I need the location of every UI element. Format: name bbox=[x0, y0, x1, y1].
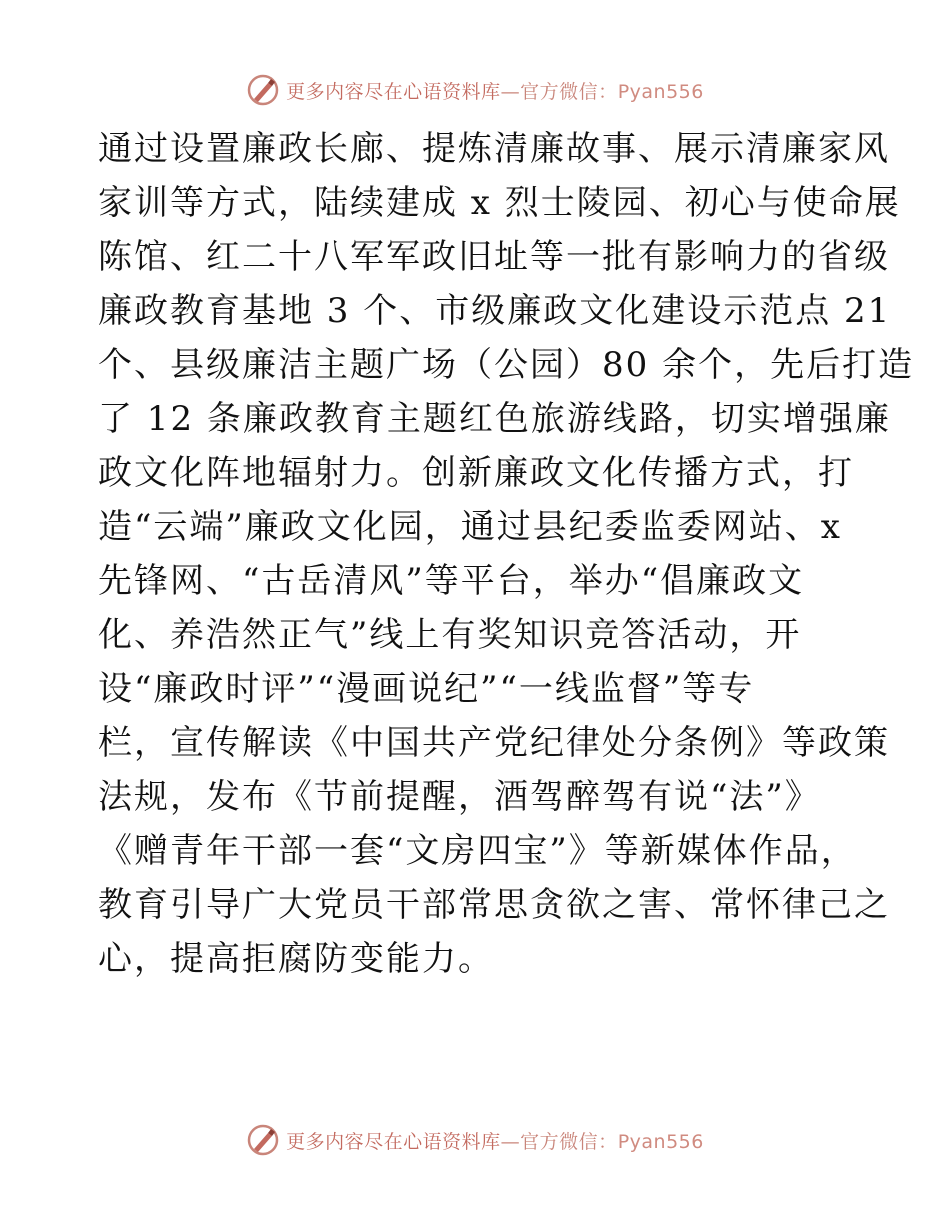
banner-label bbox=[286, 1127, 704, 1154]
paragraph-line: 通过设置廉政长廊、提炼清廉故事、展示清廉家风 bbox=[98, 129, 890, 169]
paragraph-line: 设“廉政时评”“漫画说纪”“一线监督”等专 bbox=[98, 669, 755, 709]
banner-wechat-id: Pyan556 bbox=[617, 80, 704, 103]
paragraph-line: 心，提高拒腐防变能力。 bbox=[98, 939, 494, 979]
paragraph-line: 造“云端”廉政文化园，通过县纪委监委网站、x bbox=[98, 507, 842, 547]
paragraph-line: 个、县级廉洁主题广场（公园）80 余个，先后打造 bbox=[98, 345, 915, 385]
paragraph-line: 教育引导广大党员干部常思贪欲之害、常怀律己之 bbox=[98, 885, 890, 925]
banner-separator: — bbox=[500, 80, 521, 103]
paragraph-line: 化、养浩然正气”线上有奖知识竞答活动，开 bbox=[98, 615, 802, 655]
paragraph-line: 家训等方式，陆续建成 x 烈士陵园、初心与使命展 bbox=[98, 183, 901, 223]
footer-banner bbox=[0, 1120, 950, 1160]
banner-title: 更多内容尽在心语资料库 bbox=[286, 1130, 501, 1153]
paragraph-line: 了 12 条廉政教育主题红色旅游线路，切实增强廉 bbox=[98, 399, 891, 439]
body-paragraph bbox=[98, 122, 915, 986]
banner-label bbox=[286, 77, 704, 104]
banner-wechat-label: 官方微信： bbox=[520, 80, 618, 103]
paragraph-line: 法规，发布《节前提醒，酒驾醉驾有说“法”》 bbox=[98, 777, 821, 817]
pen-logo-icon bbox=[246, 1123, 280, 1157]
paragraph-line: 《赠青年干部一套“文房四宝”》等新媒体作品， bbox=[98, 831, 857, 871]
paragraph-line: 政文化阵地辐射力。创新廉政文化传播方式，打 bbox=[98, 453, 854, 493]
paragraph-line: 先锋网、“古岳清风”等平台，举办“倡廉政文 bbox=[98, 561, 805, 601]
pen-logo-icon bbox=[246, 73, 280, 107]
paragraph-line: 栏，宣传解读《中国共产党纪律处分条例》等政策 bbox=[98, 723, 890, 763]
paragraph-line: 廉政教育基地 3 个、市级廉政文化建设示范点 21 bbox=[98, 291, 892, 331]
paragraph-line: 陈馆、红二十八军军政旧址等一批有影响力的省级 bbox=[98, 237, 890, 277]
banner-title: 更多内容尽在心语资料库 bbox=[286, 80, 501, 103]
banner-wechat-label: 官方微信： bbox=[520, 1130, 618, 1153]
header-banner bbox=[0, 70, 950, 110]
banner-wechat-id: Pyan556 bbox=[617, 1130, 704, 1153]
banner-separator: — bbox=[500, 1130, 521, 1153]
